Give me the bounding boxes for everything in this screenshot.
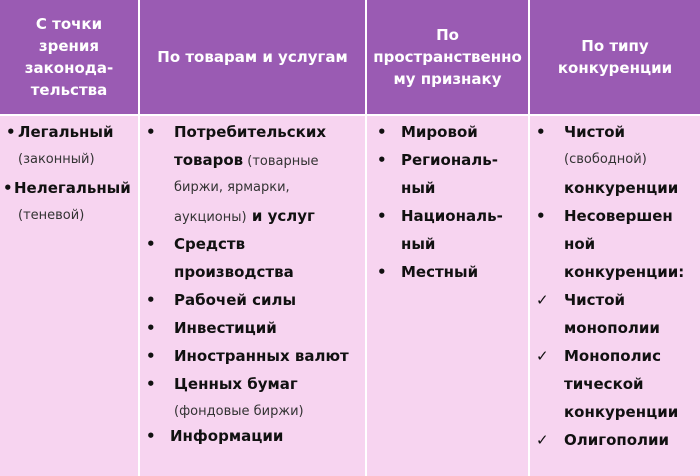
item-pure-mono-l2: монополии xyxy=(564,319,660,337)
header-goods-services: По товарам и услугам xyxy=(140,0,365,114)
item-consumer-note-l3: биржи, ярмарки, xyxy=(174,180,290,195)
body-row xyxy=(0,116,700,476)
item-securities-note: (фондовые биржи) xyxy=(174,404,304,419)
item-regional-l1: Региональ- xyxy=(401,151,499,169)
item-oligopoly: Олигополии xyxy=(564,431,670,449)
item-securities: Ценных бумаг xyxy=(174,375,298,393)
item-consumer-l2: товаров (товарные xyxy=(174,151,319,169)
bullet-icon: • xyxy=(377,207,387,225)
cell-legislation xyxy=(0,116,138,476)
item-legal-note: (законный) xyxy=(18,152,95,167)
bullet-icon: • xyxy=(536,207,546,225)
item-currency: Иностранных валют xyxy=(174,347,349,365)
checkmark-icon: ✓ xyxy=(536,347,549,365)
bullet-icon: • xyxy=(146,291,156,309)
checkmark-icon: ✓ xyxy=(536,431,549,449)
item-local: Местный xyxy=(401,263,479,281)
item-information: Информации xyxy=(170,427,284,445)
cell-spatial xyxy=(367,116,528,476)
item-imperfect-l1: Несовершен xyxy=(564,207,673,225)
item-pure-l3: конкуренции xyxy=(564,179,679,197)
item-world: Мировой xyxy=(401,123,478,141)
item-legal: Легальный xyxy=(18,123,114,141)
item-imperfect-l3: конкуренции: xyxy=(564,263,685,281)
item-consumer-l4: аукционы) и услуг xyxy=(174,207,315,225)
item-illegal-note: (теневой) xyxy=(18,208,85,223)
item-monopolistic-l1: Монополис xyxy=(564,347,661,365)
bullet-icon: • xyxy=(146,347,156,365)
item-investments: Инвестиций xyxy=(174,319,277,337)
bullet-icon: • xyxy=(3,179,13,197)
item-imperfect-l2: ной xyxy=(564,235,596,253)
item-monopolistic-l2: тической xyxy=(564,375,644,393)
bullet-icon: • xyxy=(146,427,156,445)
header-spatial: По пространственно му признаку xyxy=(367,0,528,114)
item-regional-l2: ный xyxy=(401,179,436,197)
cell-competition-type xyxy=(530,116,700,476)
item-means-l1: Средств xyxy=(174,235,246,253)
checkmark-icon: ✓ xyxy=(536,291,549,309)
item-means-l2: производства xyxy=(174,263,294,281)
item-pure-mono-l1: Чистой xyxy=(564,291,626,309)
bullet-icon: • xyxy=(146,123,156,141)
bullet-icon: • xyxy=(146,375,156,393)
bullet-icon: • xyxy=(6,123,16,141)
item-pure-note: (свободной) xyxy=(564,152,647,167)
item-consumer-l1: Потребительских xyxy=(174,123,327,141)
header-row xyxy=(0,0,700,116)
item-illegal: Нелегальный xyxy=(14,179,131,197)
item-monopolistic-l3: конкуренции xyxy=(564,403,679,421)
bullet-icon: • xyxy=(377,263,387,281)
bullet-icon: • xyxy=(146,319,156,337)
item-national-l2: ный xyxy=(401,235,436,253)
item-pure-l1: Чистой xyxy=(564,123,626,141)
item-national-l1: Националь- xyxy=(401,207,503,225)
bullet-icon: • xyxy=(377,151,387,169)
bullet-icon: • xyxy=(377,123,387,141)
bullet-icon: • xyxy=(146,235,156,253)
item-labor: Рабочей силы xyxy=(174,291,297,309)
header-legislation: С точки зрения законода- тельства xyxy=(0,0,138,114)
cell-goods-services xyxy=(140,116,365,476)
header-competition-type: По типу конкуренции xyxy=(530,0,700,114)
bullet-icon: • xyxy=(536,123,546,141)
